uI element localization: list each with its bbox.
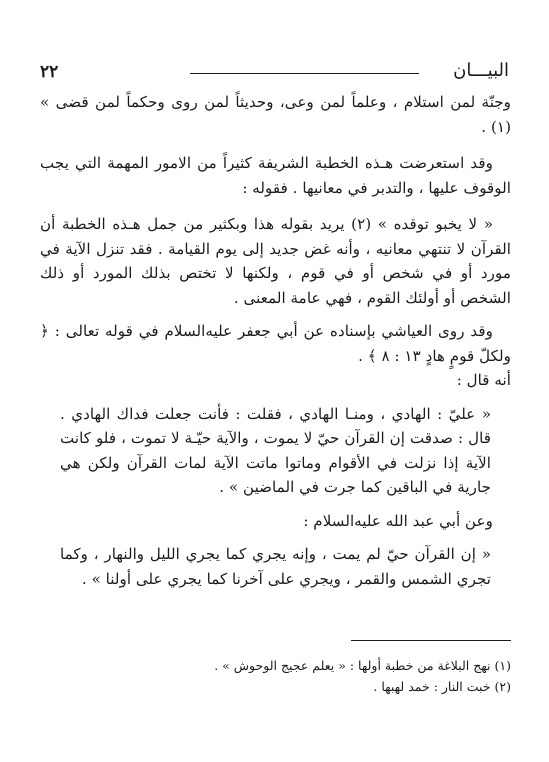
page-body <box>40 90 511 591</box>
paragraph: « لا يخبو توقده » (٢) يريد بقوله هذا وبكثير من جمل هـذه الخطبة أن القرآن لا تنتهي معانيه ، وأنه غض جديد إلى يوم القيامة . فقد تنزل الآية في مورد أو في شخص أو في قوم ، ولكنها لا تختص بذلك المورد أو ذلك الشخص أو أولئك القوم ، فهي عامة المعنى . <box>40 215 511 307</box>
quotation: « عليّ : الهادي ، ومنـا الهادي ، فقلت : فأنت جعلت فداك الهادي . قال : صدقت إن القرآن حيّ لا يموت ، والآية حيّـة لا تموت ، فلو كانت الآية إذا نزلت في الأقوام وماتوا ماتت الآية لمات القرآن ولكن هي جارية في الباقين كما جرت في الماضين » . <box>60 404 491 496</box>
quotation: « إن القرآن حيّ لم يمت ، وإنه يجري كما يجري الليل والنهار ، وكما تجري الشمس والقمر ، ويجري على آخرنا كما يجري على أولنا » . <box>60 545 491 588</box>
paragraph: وقد استعرضت هـذه الخطبة الشريفة كثيراً من الامور المهمة التي يجب الوقوف عليها ، والتدبر في معانيها . فقوله : <box>40 154 511 197</box>
footnote: (٢) خبت النار : خمد لهبها . <box>373 679 511 694</box>
page-header <box>40 62 509 84</box>
paragraph: وقد روى العياشي بإسناده عن أبي جعفر عليه‌السلام في قوله تعالى : ﴿ ولكلّ قومٍ هادٍ ١٣ : ٨ ﴾ . <box>40 322 511 365</box>
header-rule <box>190 73 419 74</box>
footnote-rule <box>351 640 511 641</box>
page-number: ٢٢ <box>40 62 59 82</box>
paragraph: وجنّة لمن استلام ، وعلماً لمن وعى، وحديثاً لمن روى وحكماً لمن قضى » (١) . <box>40 93 511 136</box>
running-title: البيـــان <box>453 60 509 81</box>
paragraph: أنه قال : <box>456 371 511 389</box>
paragraph: وعن أبي عبد الله عليه‌السلام : <box>303 511 493 530</box>
footnotes <box>40 640 511 697</box>
footnote: (١) نهج البلاغة من خطبة أولها : « يعلم عجيج الوحوش » . <box>214 658 511 673</box>
